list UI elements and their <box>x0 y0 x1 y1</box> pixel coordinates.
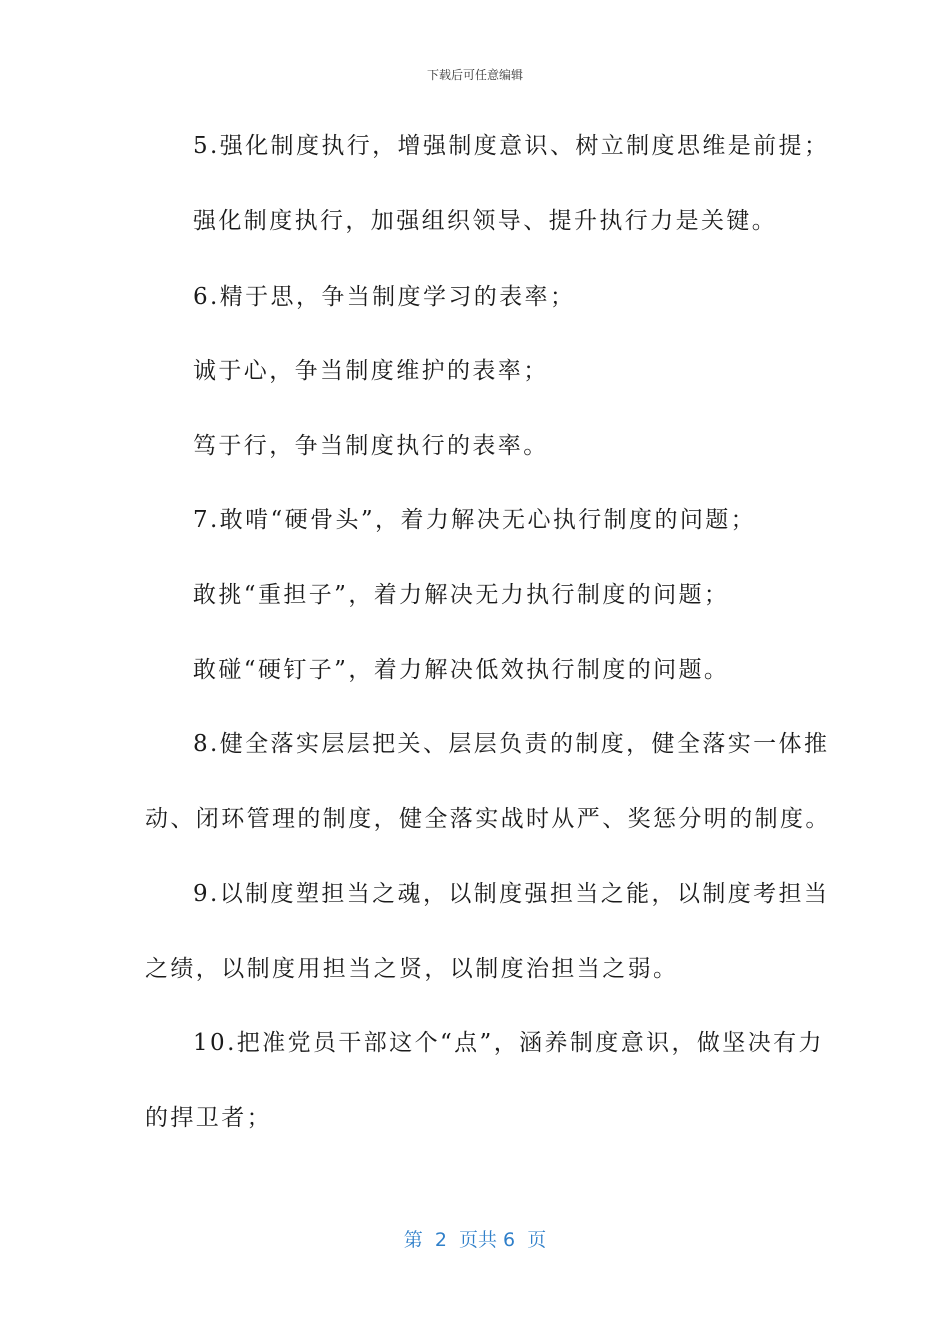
text-line: 的捍卫者； <box>145 1105 272 1131</box>
page-number-footer: 第 2 页共 6 页 <box>403 1229 547 1251</box>
text-line: 诚于心，争当制度维护的表率； <box>193 358 549 384</box>
text-line: 5.强化制度执行，增强制度意识、树立制度思维是前提； <box>193 133 830 159</box>
text-line: 敢挑“重担子”，着力解决无力执行制度的问题； <box>193 582 730 608</box>
text-line: 敢碰“硬钉子”，着力解决低效执行制度的问题。 <box>193 657 730 683</box>
text-line: 笃于行，争当制度执行的表率。 <box>193 433 549 459</box>
text-line: 8.健全落实层层把关、层层负责的制度，健全落实一体推 <box>193 731 830 757</box>
text-line: 动、闭环管理的制度，健全落实战时从严、奖惩分明的制度。 <box>145 806 831 832</box>
text-line: 7.敢啃“硬骨头”，着力解决无心执行制度的问题； <box>193 507 757 533</box>
text-line: 6.精于思，争当制度学习的表率； <box>193 284 576 310</box>
header-note: 下载后可任意编辑 <box>426 68 523 82</box>
text-line: 强化制度执行，加强组织领导、提升执行力是关键。 <box>193 208 778 234</box>
text-line: 9.以制度塑担当之魂，以制度强担当之能，以制度考担当 <box>193 881 830 907</box>
text-line: 10.把准党员干部这个“点”，涵养制度意识，做坚决有力 <box>193 1030 824 1056</box>
text-line: 之绩，以制度用担当之贤，以制度治担当之弱。 <box>145 956 679 982</box>
